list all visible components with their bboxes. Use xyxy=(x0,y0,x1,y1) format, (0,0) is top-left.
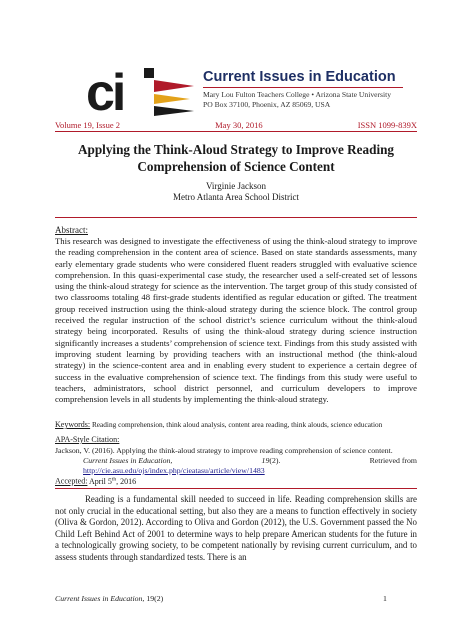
citation-line-2 xyxy=(55,456,417,466)
apa-citation xyxy=(55,446,417,476)
keywords xyxy=(55,420,417,430)
journal-name: Current Issues in Education xyxy=(203,69,396,85)
issue-issn: ISSN 1099-839X xyxy=(357,120,417,130)
footer-journal-name: Current Issues in Education xyxy=(55,594,143,603)
svg-text:ci: ci xyxy=(86,66,124,116)
body-paragraph: Reading is a fundamental skill needed to succeed in life. Reading comprehension skills are not only crucial in the educational setting, but also they are a means to function effectively in society (Oliva & Gordon, 2012). According to Oliva and Gordon (2012), the U.S. Government passed the No Child Left Behind Act of 2001 to determine ways to help prepare American students for the future in a technologically growing society, to be competent nationally by revising current curriculum, and to assess students through standardized tests. There is an xyxy=(55,494,417,562)
citation-journal: Current Issues in Education, xyxy=(83,456,173,465)
article-author: Virginie Jackson xyxy=(205,181,267,191)
citation-link[interactable]: http://cie.asu.edu/ojs/index.php/cieatasu/article/view/1483 xyxy=(83,466,265,475)
title-line-2: Comprehension of Science Content xyxy=(137,159,335,174)
abstract-label: Abstract: xyxy=(55,225,88,235)
keywords-text: Reading comprehension, think aloud analysis, content area reading, think alouds, science education xyxy=(91,420,383,429)
issue-bar xyxy=(55,120,417,130)
citation-retrieved: Retrieved from xyxy=(369,456,417,465)
accepted-date-pre: April 5 xyxy=(89,476,112,486)
title-rule xyxy=(55,217,417,218)
accepted-date-value xyxy=(89,477,136,486)
body-rule xyxy=(55,488,417,489)
accepted-date-sup: th xyxy=(111,476,117,482)
title-line-1: Applying the Think-Aloud Strategy to Improve Reading xyxy=(77,142,395,157)
journal-address: PO Box 37100, Phoenix, AZ 85069, USA xyxy=(203,100,331,109)
issue-date: May 30, 2016 xyxy=(215,120,263,130)
citation-line-1: Jackson, V. (2016). Applying the think-aloud strategy to improve reading comprehension of science content. xyxy=(55,446,393,455)
apa-citation-label: APA-Style Citation: xyxy=(55,435,120,444)
citation-issue: (2). xyxy=(269,456,281,465)
citation-volume: 19 xyxy=(261,456,270,465)
article-title xyxy=(55,141,417,175)
issue-rule xyxy=(55,131,417,132)
abstract-text: This research was designed to investigate the effectiveness of using the think-aloud strategy to improve the reading comprehension in the content area of science. Based on state standards assessments, many early elementary grade students who were considered fluent readers struggled with evaluative science comprehension. In this quasi-experimental case study, the researcher used a self-created set of lessons using the think-aloud strategy for science as the intervention. The target group of this study consisted of two classrooms totaling 48 first-grade students identified as regular education or gifted. The treatment group received instruction using the think-aloud strategy during the science block. The control group received the regular instruction of the school district’s science curriculum without the think-aloud strategy being incorporated. Results of using the think-aloud strategy during science instruction significantly increases a students’ comprehension of science text. Findings from this study assisted with improving student learning by providing teachers with an instructional method (the think-aloud strategy) in the science-content area and in enabling every student to experience a certain degree of success in the evaluative comprehension of science text. The findings from this study were useful to teachers, administrators, school district personnel, and curriculum developers to improve comprehension levels in all students by implementing the think-aloud strategy. xyxy=(55,236,417,405)
accepted-date-post: , 2016 xyxy=(116,476,137,486)
citation-volume-issue xyxy=(262,456,281,466)
keywords-label: Keywords: xyxy=(55,420,91,429)
accepted-label: Accepted: xyxy=(55,476,88,486)
accepted-date xyxy=(55,476,136,486)
issue-volume: Volume 19, Issue 2 xyxy=(55,120,121,130)
journal-college: Mary Lou Fulton Teachers College • Arizona State University xyxy=(203,90,391,99)
cie-logo xyxy=(86,66,196,116)
footer-volume: , 19(2) xyxy=(142,594,164,603)
article-affiliation: Metro Atlanta Area School District xyxy=(173,192,299,202)
footer-page-number: 1 xyxy=(383,594,387,603)
footer-journal xyxy=(55,594,163,603)
journal-name-rule xyxy=(203,87,403,88)
